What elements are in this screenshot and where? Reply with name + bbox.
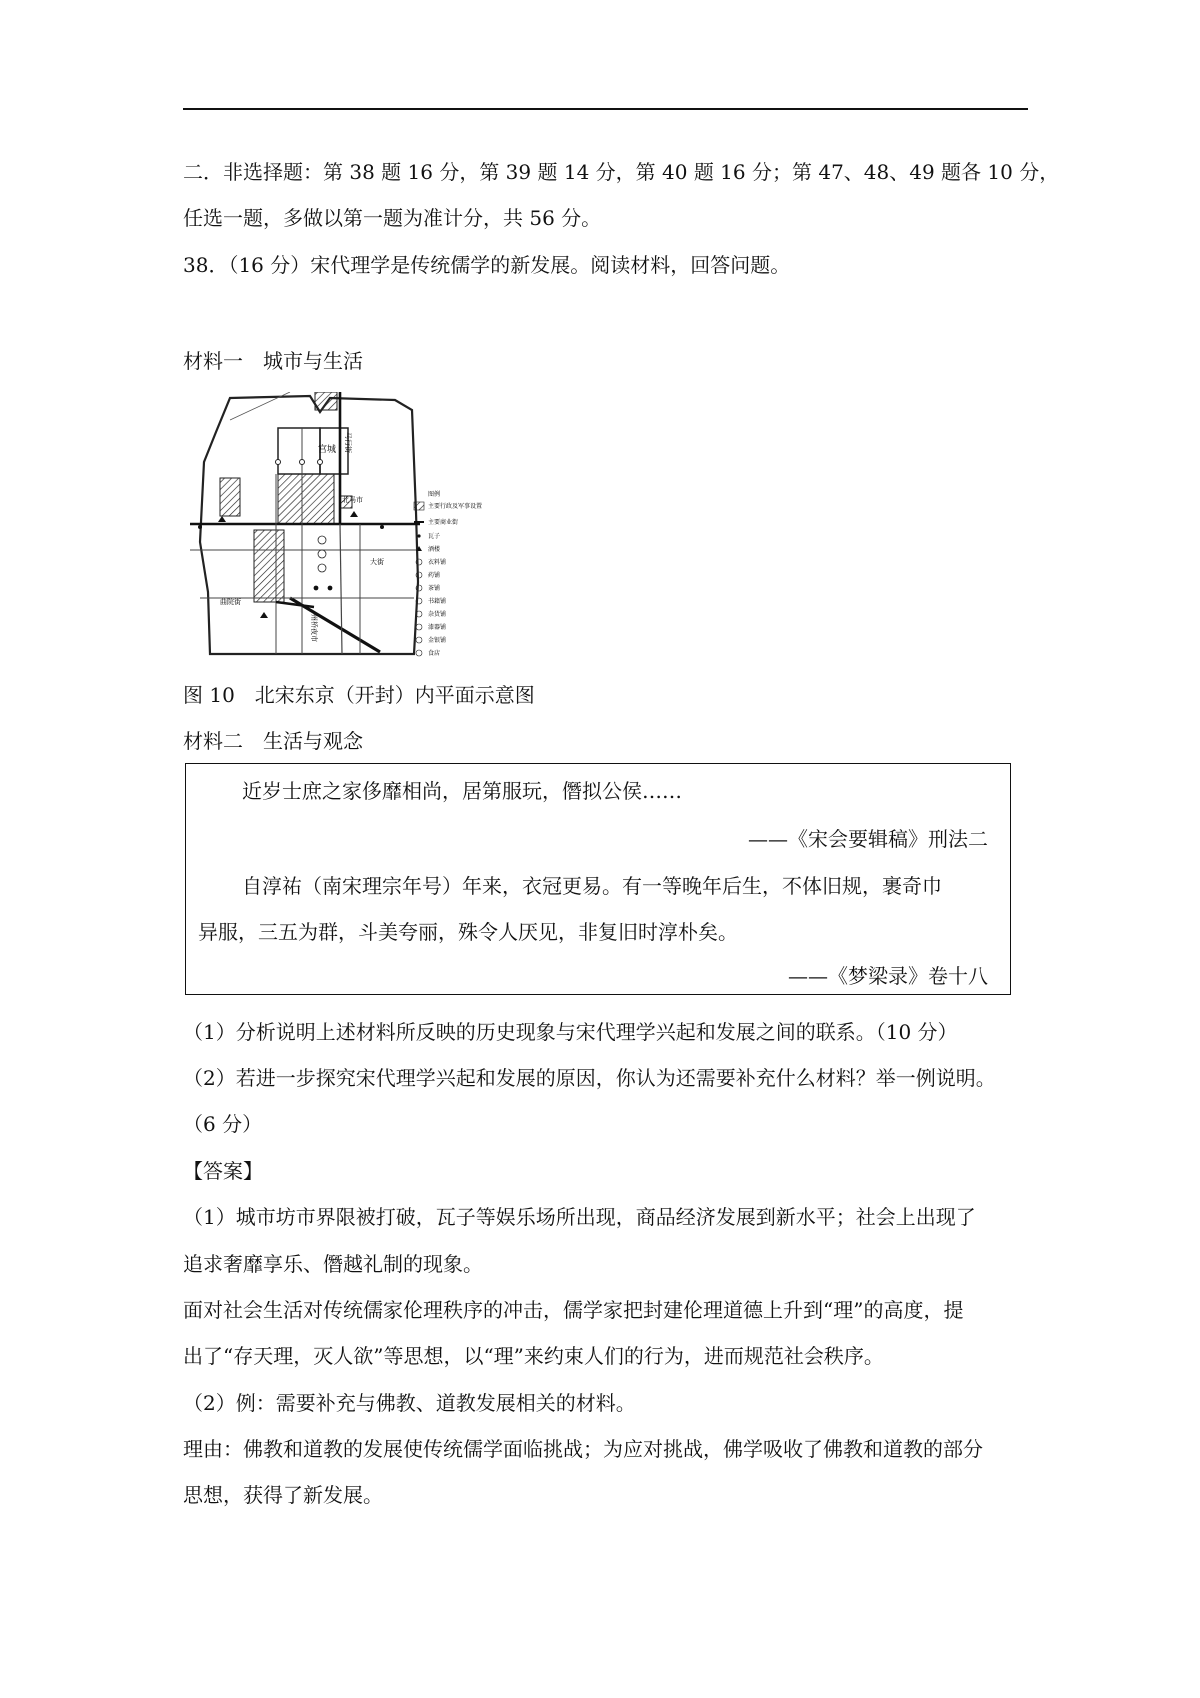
admin-area	[278, 474, 334, 524]
palace	[278, 428, 320, 474]
question-2-line2: （6 分）	[183, 1112, 263, 1136]
quote-2-source: ——《梦梁录》卷十八	[788, 964, 988, 988]
answer-1-line1: （1）城市坊市界限被打破，瓦子等娱乐场所出现，商品经济发展到新水平；社会上出现了	[183, 1205, 976, 1229]
section-header-line2: 任选一题，多做以第一题为准计分，共 56 分。	[183, 206, 602, 230]
map-street-label: 曲院街	[220, 598, 241, 606]
palace-label: 宫城	[318, 445, 337, 455]
legend-item: 食店	[428, 650, 441, 657]
answer-2-line1: （2）例：需要补充与佛教、道教发展相关的材料。	[183, 1391, 636, 1415]
answer-1-line4: 出了“存天理，灭人欲”等思想，以“理”来约束人们的行为，进而规范社会秩序。	[183, 1344, 884, 1368]
figure-caption: 图 10 北宋东京（开封）内平面示意图	[183, 683, 535, 707]
legend-item: 主要商业街	[428, 519, 459, 526]
map-street-label: 州桥夜市	[310, 614, 318, 642]
material1-label: 材料一 城市与生活	[183, 349, 363, 373]
legend-item: 金银铺	[428, 637, 447, 644]
map-street-label: 马行街	[344, 432, 352, 453]
quote-1-source: ——《宋会要辑稿》刑法二	[748, 827, 988, 851]
map-legend	[414, 490, 482, 657]
question-2-line1: （2）若进一步探究宋代理学兴起和发展的原因，你认为还需要补充什么材料？举一例说明。	[183, 1066, 996, 1090]
answer-2-line3: 思想，获得了新发展。	[183, 1483, 383, 1507]
answer-2-line2: 理由：佛教和道教的发展使传统儒学面临挑战；为应对挑战，佛学吸收了佛教和道教的部分	[183, 1437, 983, 1461]
question-title: 38．（16 分）宋代理学是传统儒学的新发展。阅读材料，回答问题。	[183, 253, 791, 277]
quote-2-line1: 自淳祐（南宋理宗年号）年来，衣冠更易。有一等晚年后生，不体旧规，裹奇巾	[242, 874, 942, 898]
legend-item: 药铺	[428, 572, 441, 579]
section-header-line1: 二．非选择题：第 38 题 16 分，第 39 题 14 分，第 40 题 16 分；第 47、48、49 题各 10 分，	[183, 160, 1060, 184]
quote-box	[185, 763, 1011, 995]
legend-item: 茶铺	[428, 585, 441, 592]
answer-heading: 【答案】	[183, 1159, 263, 1183]
question-1: （1）分析说明上述材料所反映的历史现象与宋代理学兴起和发展之间的联系。（10 分）	[183, 1020, 958, 1044]
answer-1-line3: 面对社会生活对传统儒家伦理秩序的冲击，儒学家把封建伦理道德上升到“理”的高度，提	[183, 1298, 964, 1322]
map-street-label: 北马市	[342, 496, 363, 504]
legend-item: 酒楼	[428, 546, 441, 553]
kaifeng-city-map	[190, 392, 510, 660]
legend-item: 书籍铺	[428, 598, 447, 605]
legend-item: 瓦子	[428, 533, 441, 540]
legend-item: 杂货铺	[428, 611, 447, 618]
quote-2-line2: 异服，三五为群，斗美夸丽，殊令人厌见，非复旧时淳朴矣。	[198, 920, 738, 944]
material2-label: 材料二 生活与观念	[183, 729, 363, 753]
legend-title: 图例	[428, 491, 441, 498]
legend-item: 主要行政及军事设置	[428, 503, 483, 510]
legend-item: 衣料铺	[428, 559, 447, 566]
legend-item: 漆器铺	[428, 624, 447, 631]
map-street-label: 大街	[370, 558, 384, 566]
header-rule	[183, 108, 1028, 110]
quote-1: 近岁士庶之家侈靡相尚，居第服玩，僭拟公侯……	[242, 779, 682, 803]
answer-1-line2: 追求奢靡享乐、僭越礼制的现象。	[183, 1252, 483, 1276]
